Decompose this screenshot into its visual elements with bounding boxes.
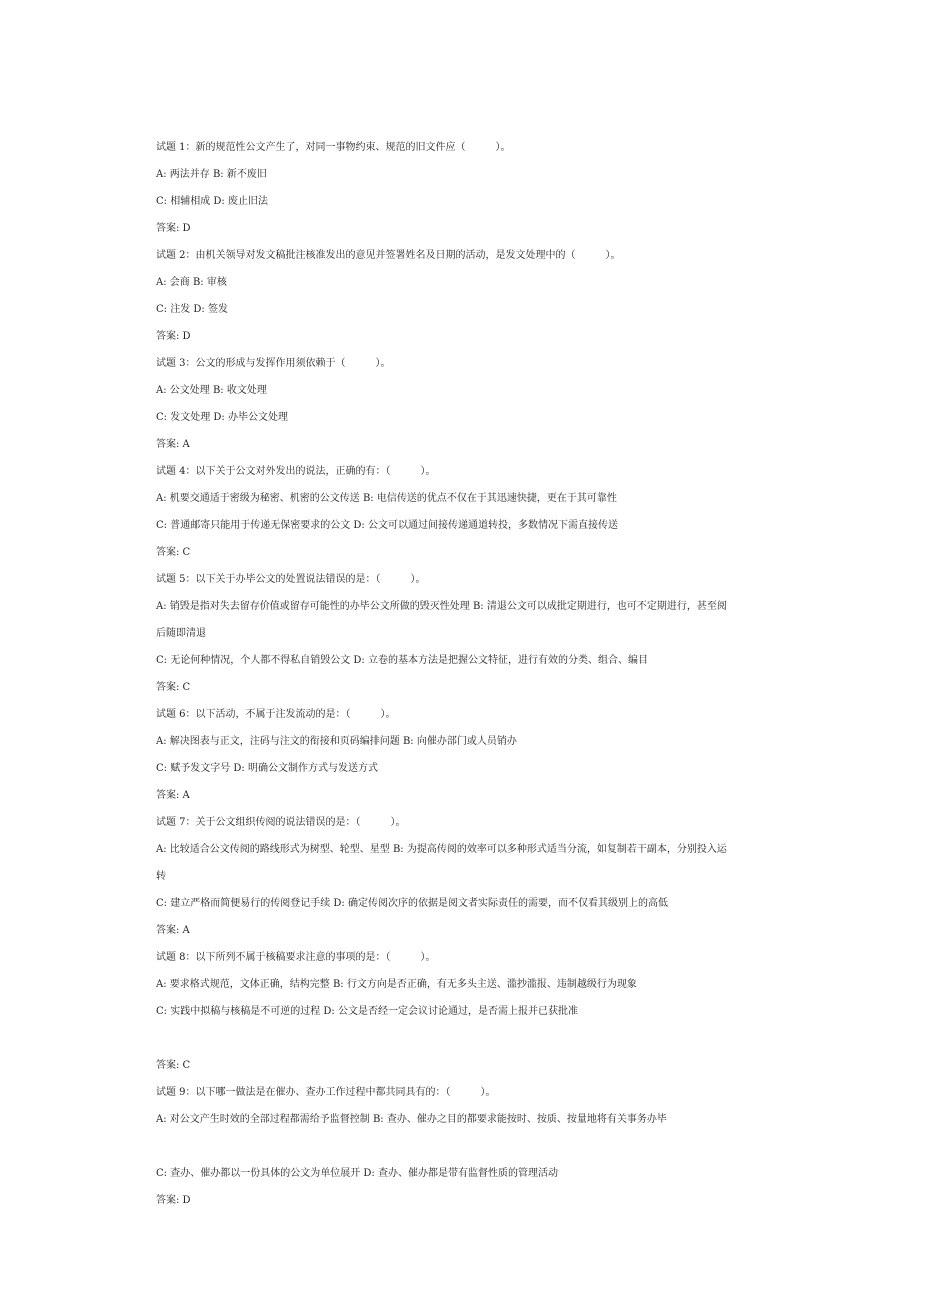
question-1-options-cd: C: 相辅相成 D: 废止旧法 (156, 196, 268, 207)
exam-document (156, 134, 801, 1214)
question-2-options-ab: A: 会商 B: 审核 (156, 277, 227, 288)
question-5-options-ab: A: 销毁是指对失去留存价值或留存可能性的办毕公文所做的毁灭性处理 B: 清退公文可以成批定期进行，也可不定期进行，甚至阅 (156, 601, 727, 612)
question-2-stem: 试题 2：由机关领导对发文稿批注核准发出的意见并签署姓名及日期的活动，是发文处理中的（ ）。 (156, 250, 621, 261)
spacer (156, 1133, 801, 1160)
question-3-stem: 试题 3：公文的形成与发挥作用须依赖于（ ）。 (156, 358, 391, 369)
question-9-options-cd: C: 查办、催办都以一份具体的公文为单位展开 D: 查办、催办都是带有监督性质的管理活动 (156, 1168, 558, 1179)
question-4-answer: 答案: C (156, 547, 191, 558)
question-1-answer: 答案: D (156, 223, 191, 234)
question-1-options-ab: A: 两法并存 B: 新不废旧 (156, 169, 267, 180)
question-9-answer: 答案: D (156, 1195, 191, 1206)
question-7-options-ab: A: 比较适合公文传阅的路线形式为树型、轮型、星型 B: 为提高传阅的效率可以多种形式适当分流，如复制若干副本，分别投入运 (156, 844, 727, 855)
question-5-options-ab-cont: 后随即清退 (156, 628, 206, 639)
question-7-stem: 试题 7：关于公文组织传阅的说法错误的是：（ ）。 (156, 817, 406, 828)
question-7-answer: 答案: A (156, 925, 190, 936)
question-3-options-cd: C: 发文处理 D: 办毕公文处理 (156, 412, 288, 423)
question-6-options-cd: C: 赋予发文字号 D: 明确公文制作方式与发送方式 (156, 763, 378, 774)
question-8-options-cd: C: 实践中拟稿与核稿是不可逆的过程 D: 公文是否经一定会议讨论通过，是否需上报并已获批准 (156, 1006, 578, 1017)
question-8-answer: 答案: C (156, 1060, 191, 1071)
question-2-options-cd: C: 注发 D: 签发 (156, 304, 228, 315)
question-6-stem: 试题 6：以下活动，不属于注发流动的是：（ ）。 (156, 709, 396, 720)
question-7-options-cd: C: 建立严格而简便易行的传阅登记手续 D: 确定传阅次序的依据是阅文者实际责任的需要，而不仅看其级别上的高低 (156, 898, 668, 909)
question-8-options-ab: A: 要求格式规范，文体正确，结构完整 B: 行文方向是否正确，有无多头主送、滥抄滥报、违制越级行为现象 (156, 979, 637, 990)
question-6-answer: 答案: A (156, 790, 190, 801)
question-4-options-ab: A: 机要交通适于密级为秘密、机密的公文传送 B: 电信传送的优点不仅在于其迅速快捷，更在于其可靠性 (156, 493, 617, 504)
question-4-options-cd: C: 普通邮寄只能用于传递无保密要求的公文 D: 公文可以通过间接传递通道转投，多数情况下需直接传送 (156, 520, 618, 531)
question-6-options-ab: A: 解决图表与正文，注码与注文的衔接和页码编排问题 B: 向催办部门或人员销办 (156, 736, 517, 747)
question-3-options-ab: A: 公文处理 B: 收文处理 (156, 385, 267, 396)
question-5-options-cd: C: 无论何种情况，个人都不得私自销毁公文 D: 立卷的基本方法是把握公文特征，进行有效的分类、组合、编目 (156, 655, 648, 666)
question-9-options-ab: A: 对公文产生时效的全部过程都需给予监督控制 B: 查办、催办之目的都要求能按时、按质、按量地将有关事务办毕 (156, 1114, 667, 1125)
question-2-answer: 答案: D (156, 331, 191, 342)
question-5-answer: 答案: C (156, 682, 191, 693)
question-8-stem: 试题 8：以下所列不属于核稿要求注意的事项的是：（ ）。 (156, 952, 436, 963)
question-9-stem: 试题 9：以下哪一做法是在催办、查办工作过程中都共同具有的：（ ）。 (156, 1087, 496, 1098)
spacer (156, 1025, 801, 1052)
question-4-stem: 试题 4：以下关于公文对外发出的说法，正确的有：（ ）。 (156, 466, 436, 477)
question-1-stem: 试题 1：新的规范性公文产生了，对同一事物约束、规范的旧文件应（ ）。 (156, 142, 511, 153)
question-5-stem: 试题 5：以下关于办毕公文的处置说法错误的是：（ ）。 (156, 574, 426, 585)
question-7-options-ab-cont: 转 (156, 871, 166, 882)
question-3-answer: 答案: A (156, 439, 190, 450)
